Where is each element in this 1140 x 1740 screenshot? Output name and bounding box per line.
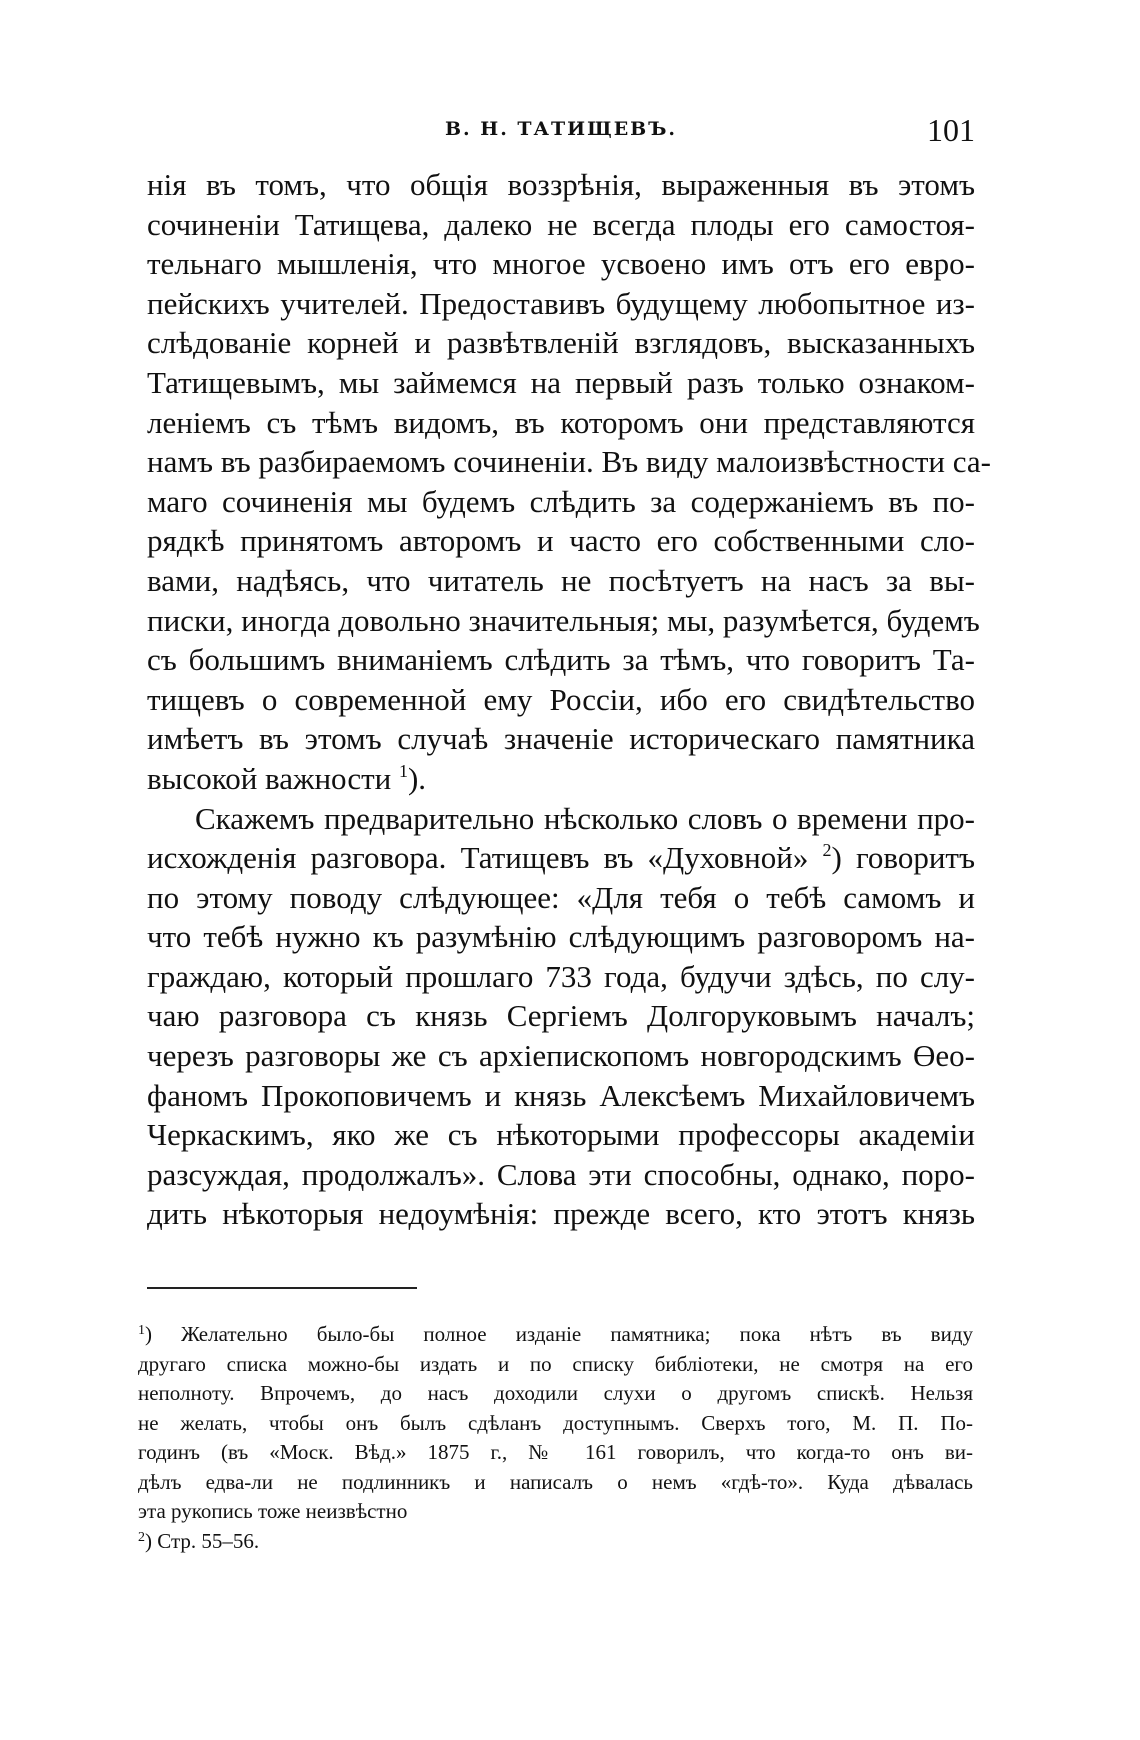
text-line-last xyxy=(147,759,975,799)
text-fragment: ) Желательно было-бы полное изданіе памятника; пока нѣтъ въ виду xyxy=(145,1322,973,1346)
text-line: Черкаскимъ, яко же съ нѣкоторыми профессоры академіи xyxy=(147,1117,975,1153)
footnote-1-line: другаго списка можно-бы издать и по списку библіотеки, не смотря на его xyxy=(138,1351,973,1376)
text-line: чаю разговора съ князь Сергіемъ Долгоруковымъ началъ; xyxy=(147,998,975,1034)
text-line: маго сочиненія мы будемъ слѣдить за содержаніемъ въ по- xyxy=(147,483,975,519)
footnote-1-line-last: эта рукопись тоже неизвѣстно xyxy=(138,1499,408,1523)
text-line: тельнаго мышленія, что многое усвоено имъ отъ его евро- xyxy=(147,246,975,282)
text-line: пейскихъ учителей. Предоставивъ будущему любопытное из- xyxy=(147,285,975,321)
text-line: слѣдованіе корней и развѣтвленій взглядовъ, высказанныхъ xyxy=(147,325,975,361)
footnote-1-line: годинъ (въ «Моск. Вѣд.» 1875 г., № 161 говорилъ, что когда-то онъ ви- xyxy=(138,1440,973,1464)
text-line: граждаю, который прошлаго 733 года, будучи здѣсь, по слу- xyxy=(147,958,975,994)
text-line: леніемъ съ тѣмъ видомъ, въ которомъ они представляются xyxy=(147,404,975,440)
text-line: тищевъ о современной ему Россіи, ибо его свидѣтельство xyxy=(147,681,975,717)
footnote-1-line: не желать, чтобы онъ былъ сдѣланъ доступнымъ. Сверхъ того, М. П. По- xyxy=(138,1410,973,1435)
text-fragment: высокой важности xyxy=(147,760,392,796)
text-line: черезъ разговоры же съ архіепископомъ новгородскимъ Өео- xyxy=(147,1038,975,1074)
text-line: писки, иногда довольно значительныя; мы, разумѣется, будемъ xyxy=(147,602,980,638)
text-line: разсуждая, продолжалъ». Слова эти способны, однако, поро- xyxy=(147,1156,975,1192)
text-line: имѣетъ въ этомъ случаѣ значеніе историческаго памятника xyxy=(147,721,975,757)
text-line: Татищевымъ, мы займемся на первый разъ только ознаком- xyxy=(147,364,975,400)
text-line: что тебѣ нужно къ разумѣнію слѣдующимъ разговоромъ на- xyxy=(147,919,975,955)
paragraph-start-line: Скажемъ предварительно нѣсколько словъ о времени про- xyxy=(195,800,975,836)
footnote-1-mark: 1 xyxy=(138,1323,145,1338)
text-line: съ большимъ вниманіемъ слѣдить за тѣмъ, что говоритъ Та- xyxy=(147,642,975,678)
text-fragment: исхожденія разговора. Татищевъ въ «Духовной» xyxy=(147,840,809,876)
text-line: сочиненіи Татищева, далеко не всегда плоды его самостоя- xyxy=(147,206,975,242)
footnote-1-line: дѣлъ едва-ли не подлинникъ и написалъ о немъ «гдѣ-то». Куда дѣвалась xyxy=(138,1469,973,1494)
running-title: В. Н. ТАТИЩЕВЪ. xyxy=(444,118,678,140)
text-line: дить нѣкоторыя недоумѣнія: прежде всего, кто этотъ князь xyxy=(147,1196,975,1232)
footnote-1-line: неполноту. Впрочемъ, до насъ доходили слухи о другомъ спискѣ. Нельзя xyxy=(138,1381,973,1405)
text-line: вами, надѣясь, что читатель не посѣтуетъ на насъ за вы- xyxy=(147,562,975,598)
text-fragment: ) Стр. 55–56. xyxy=(145,1528,260,1553)
text-line xyxy=(147,838,975,878)
footnotes xyxy=(138,1320,973,1556)
text-line: рядкѣ принятомъ авторомъ и часто его собственными сло- xyxy=(147,523,975,559)
text-line: нія въ томъ, что общія воззрѣнія, выраженныя въ этомъ xyxy=(147,167,975,202)
footnote-divider xyxy=(147,1287,417,1289)
text-fragment: ) говоритъ xyxy=(831,840,976,876)
text-line: фаномъ Прокоповичемъ и князь Алексѣемъ Михайловичемъ xyxy=(147,1077,975,1113)
footnote-1-line xyxy=(138,1320,973,1350)
text-fragment: ). xyxy=(407,760,427,796)
page-header xyxy=(147,112,975,152)
footnote-ref-1: 1 xyxy=(398,760,408,781)
text-line: по этому поводу слѣдующее: «Для тебя о тебѣ самомъ и xyxy=(147,879,975,915)
page-number: 101 xyxy=(927,112,975,148)
footnote-ref-2: 2 xyxy=(822,840,832,861)
footnote-2-line xyxy=(138,1527,973,1557)
main-text xyxy=(147,165,991,1234)
text-line: намъ въ разбираемомъ сочиненіи. Въ виду малоизвѣстности са- xyxy=(147,444,991,480)
footnote-2-mark: 2 xyxy=(138,1529,145,1545)
